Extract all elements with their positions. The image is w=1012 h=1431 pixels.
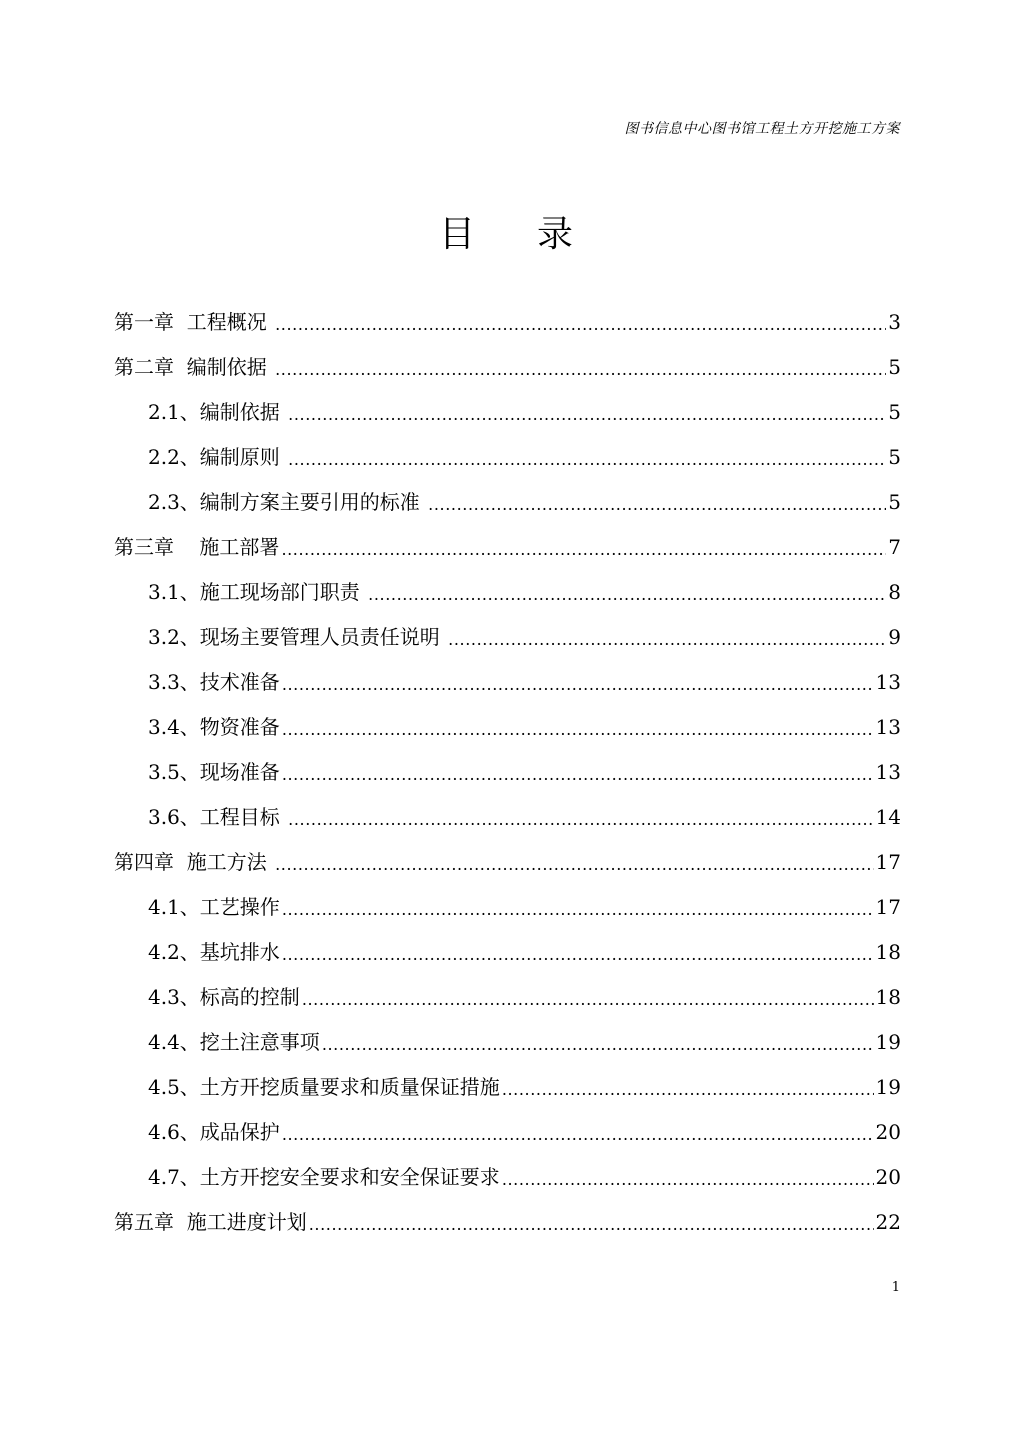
toc-entry[interactable] bbox=[114, 345, 901, 390]
toc-entry[interactable] bbox=[114, 930, 901, 975]
toc-entry-label: 4.4、挖土注意事项 bbox=[148, 1030, 320, 1054]
toc-entry-label: 4.3、标高的控制 bbox=[148, 985, 300, 1009]
toc-entry[interactable] bbox=[114, 525, 901, 570]
toc-entry-page: 9 bbox=[888, 625, 901, 649]
toc-entry-label: 4.5、土方开挖质量要求和质量保证措施 bbox=[148, 1075, 500, 1099]
toc-entry[interactable] bbox=[114, 795, 901, 840]
toc-leader-dots bbox=[281, 527, 886, 572]
toc-entry-page: 20 bbox=[875, 1120, 901, 1144]
toc-leader-dots bbox=[275, 842, 873, 887]
toc-entry-label: 第四章 施工方法 bbox=[114, 850, 274, 874]
toc-leader-dots bbox=[275, 347, 886, 392]
toc-entry[interactable] bbox=[114, 570, 901, 615]
toc-leader-dots bbox=[282, 752, 874, 797]
toc-entry-label: 2.2、编制原则 bbox=[148, 445, 287, 469]
toc-entry[interactable] bbox=[114, 1110, 901, 1155]
toc-leader-dots bbox=[288, 437, 886, 482]
toc-leader-dots bbox=[282, 1112, 874, 1157]
page-title bbox=[0, 206, 1012, 257]
toc-entry-page: 13 bbox=[875, 760, 901, 784]
toc-entry[interactable] bbox=[114, 1020, 901, 1065]
toc-entry[interactable] bbox=[114, 705, 901, 750]
page-number: 1 bbox=[891, 1280, 900, 1295]
toc-entry-label: 4.7、土方开挖安全要求和安全保证要求 bbox=[148, 1165, 500, 1189]
toc-leader-dots bbox=[288, 392, 886, 437]
running-header: 图书信息中心图书馆工程土方开挖施工方案 bbox=[624, 121, 900, 137]
toc-entry-page: 19 bbox=[875, 1030, 901, 1054]
toc-entry[interactable] bbox=[114, 615, 901, 660]
toc-leader-dots bbox=[282, 707, 874, 752]
toc-entry[interactable] bbox=[114, 975, 901, 1020]
toc-entry-page: 17 bbox=[875, 895, 901, 919]
toc-entry-label: 第五章 施工进度计划 bbox=[114, 1210, 307, 1234]
toc-entry-label: 2.3、编制方案主要引用的标准 bbox=[148, 490, 427, 514]
toc-leader-dots bbox=[275, 302, 886, 347]
toc-entry[interactable] bbox=[114, 1065, 901, 1110]
toc-leader-dots bbox=[288, 797, 873, 842]
toc-leader-dots bbox=[502, 1157, 874, 1202]
toc-leader-dots bbox=[282, 887, 874, 932]
toc-leader-dots bbox=[282, 932, 874, 977]
toc-entry[interactable] bbox=[114, 885, 901, 930]
toc-leader-dots bbox=[428, 482, 886, 527]
toc-entry-label: 4.6、成品保护 bbox=[148, 1120, 280, 1144]
toc-entry[interactable] bbox=[114, 1200, 901, 1245]
toc-entry[interactable] bbox=[114, 660, 901, 705]
toc-leader-dots bbox=[368, 572, 886, 617]
toc-entry-label: 3.3、技术准备 bbox=[148, 670, 280, 694]
toc-entry-page: 17 bbox=[875, 850, 901, 874]
toc-entry-label: 第三章 施工部署 bbox=[114, 535, 280, 559]
toc-entry-label: 4.2、基坑排水 bbox=[148, 940, 280, 964]
toc-entry[interactable] bbox=[114, 750, 901, 795]
toc-entry-page: 3 bbox=[888, 310, 901, 334]
toc-leader-dots bbox=[282, 662, 874, 707]
toc-entry-page: 18 bbox=[875, 985, 901, 1009]
toc-entry-page: 5 bbox=[888, 445, 901, 469]
toc-entry-label: 3.5、现场准备 bbox=[148, 760, 280, 784]
table-of-contents bbox=[114, 300, 901, 1245]
toc-entry-label: 2.1、编制依据 bbox=[148, 400, 287, 424]
toc-entry[interactable] bbox=[114, 1155, 901, 1200]
toc-entry-page: 5 bbox=[888, 400, 901, 424]
toc-entry-page: 13 bbox=[875, 715, 901, 739]
toc-leader-dots bbox=[448, 617, 886, 662]
toc-leader-dots bbox=[309, 1202, 874, 1247]
title-char-1: 目 bbox=[438, 214, 475, 255]
toc-entry-page: 22 bbox=[875, 1210, 901, 1234]
toc-entry[interactable] bbox=[114, 300, 901, 345]
toc-entry[interactable] bbox=[114, 480, 901, 525]
toc-entry[interactable] bbox=[114, 840, 901, 885]
toc-entry-label: 3.2、现场主要管理人员责任说明 bbox=[148, 625, 447, 649]
toc-entry-page: 18 bbox=[875, 940, 901, 964]
toc-entry-page: 14 bbox=[875, 805, 901, 829]
toc-entry-label: 第一章 工程概况 bbox=[114, 310, 274, 334]
toc-entry-label: 3.6、工程目标 bbox=[148, 805, 287, 829]
toc-entry-page: 5 bbox=[888, 490, 901, 514]
toc-entry-page: 13 bbox=[875, 670, 901, 694]
toc-entry-page: 8 bbox=[888, 580, 901, 604]
toc-leader-dots bbox=[302, 977, 874, 1022]
toc-entry[interactable] bbox=[114, 435, 901, 480]
toc-entry-label: 3.1、施工现场部门职责 bbox=[148, 580, 367, 604]
title-char-2: 录 bbox=[537, 214, 574, 255]
toc-entry-label: 4.1、工艺操作 bbox=[148, 895, 280, 919]
toc-entry-page: 5 bbox=[888, 355, 901, 379]
toc-entry-label: 第二章 编制依据 bbox=[114, 355, 274, 379]
toc-leader-dots bbox=[322, 1022, 874, 1067]
toc-entry-page: 19 bbox=[875, 1075, 901, 1099]
toc-entry-label: 3.4、物资准备 bbox=[148, 715, 280, 739]
toc-entry-page: 20 bbox=[875, 1165, 901, 1189]
toc-entry-page: 7 bbox=[888, 535, 901, 559]
toc-leader-dots bbox=[502, 1067, 874, 1112]
toc-entry[interactable] bbox=[114, 390, 901, 435]
